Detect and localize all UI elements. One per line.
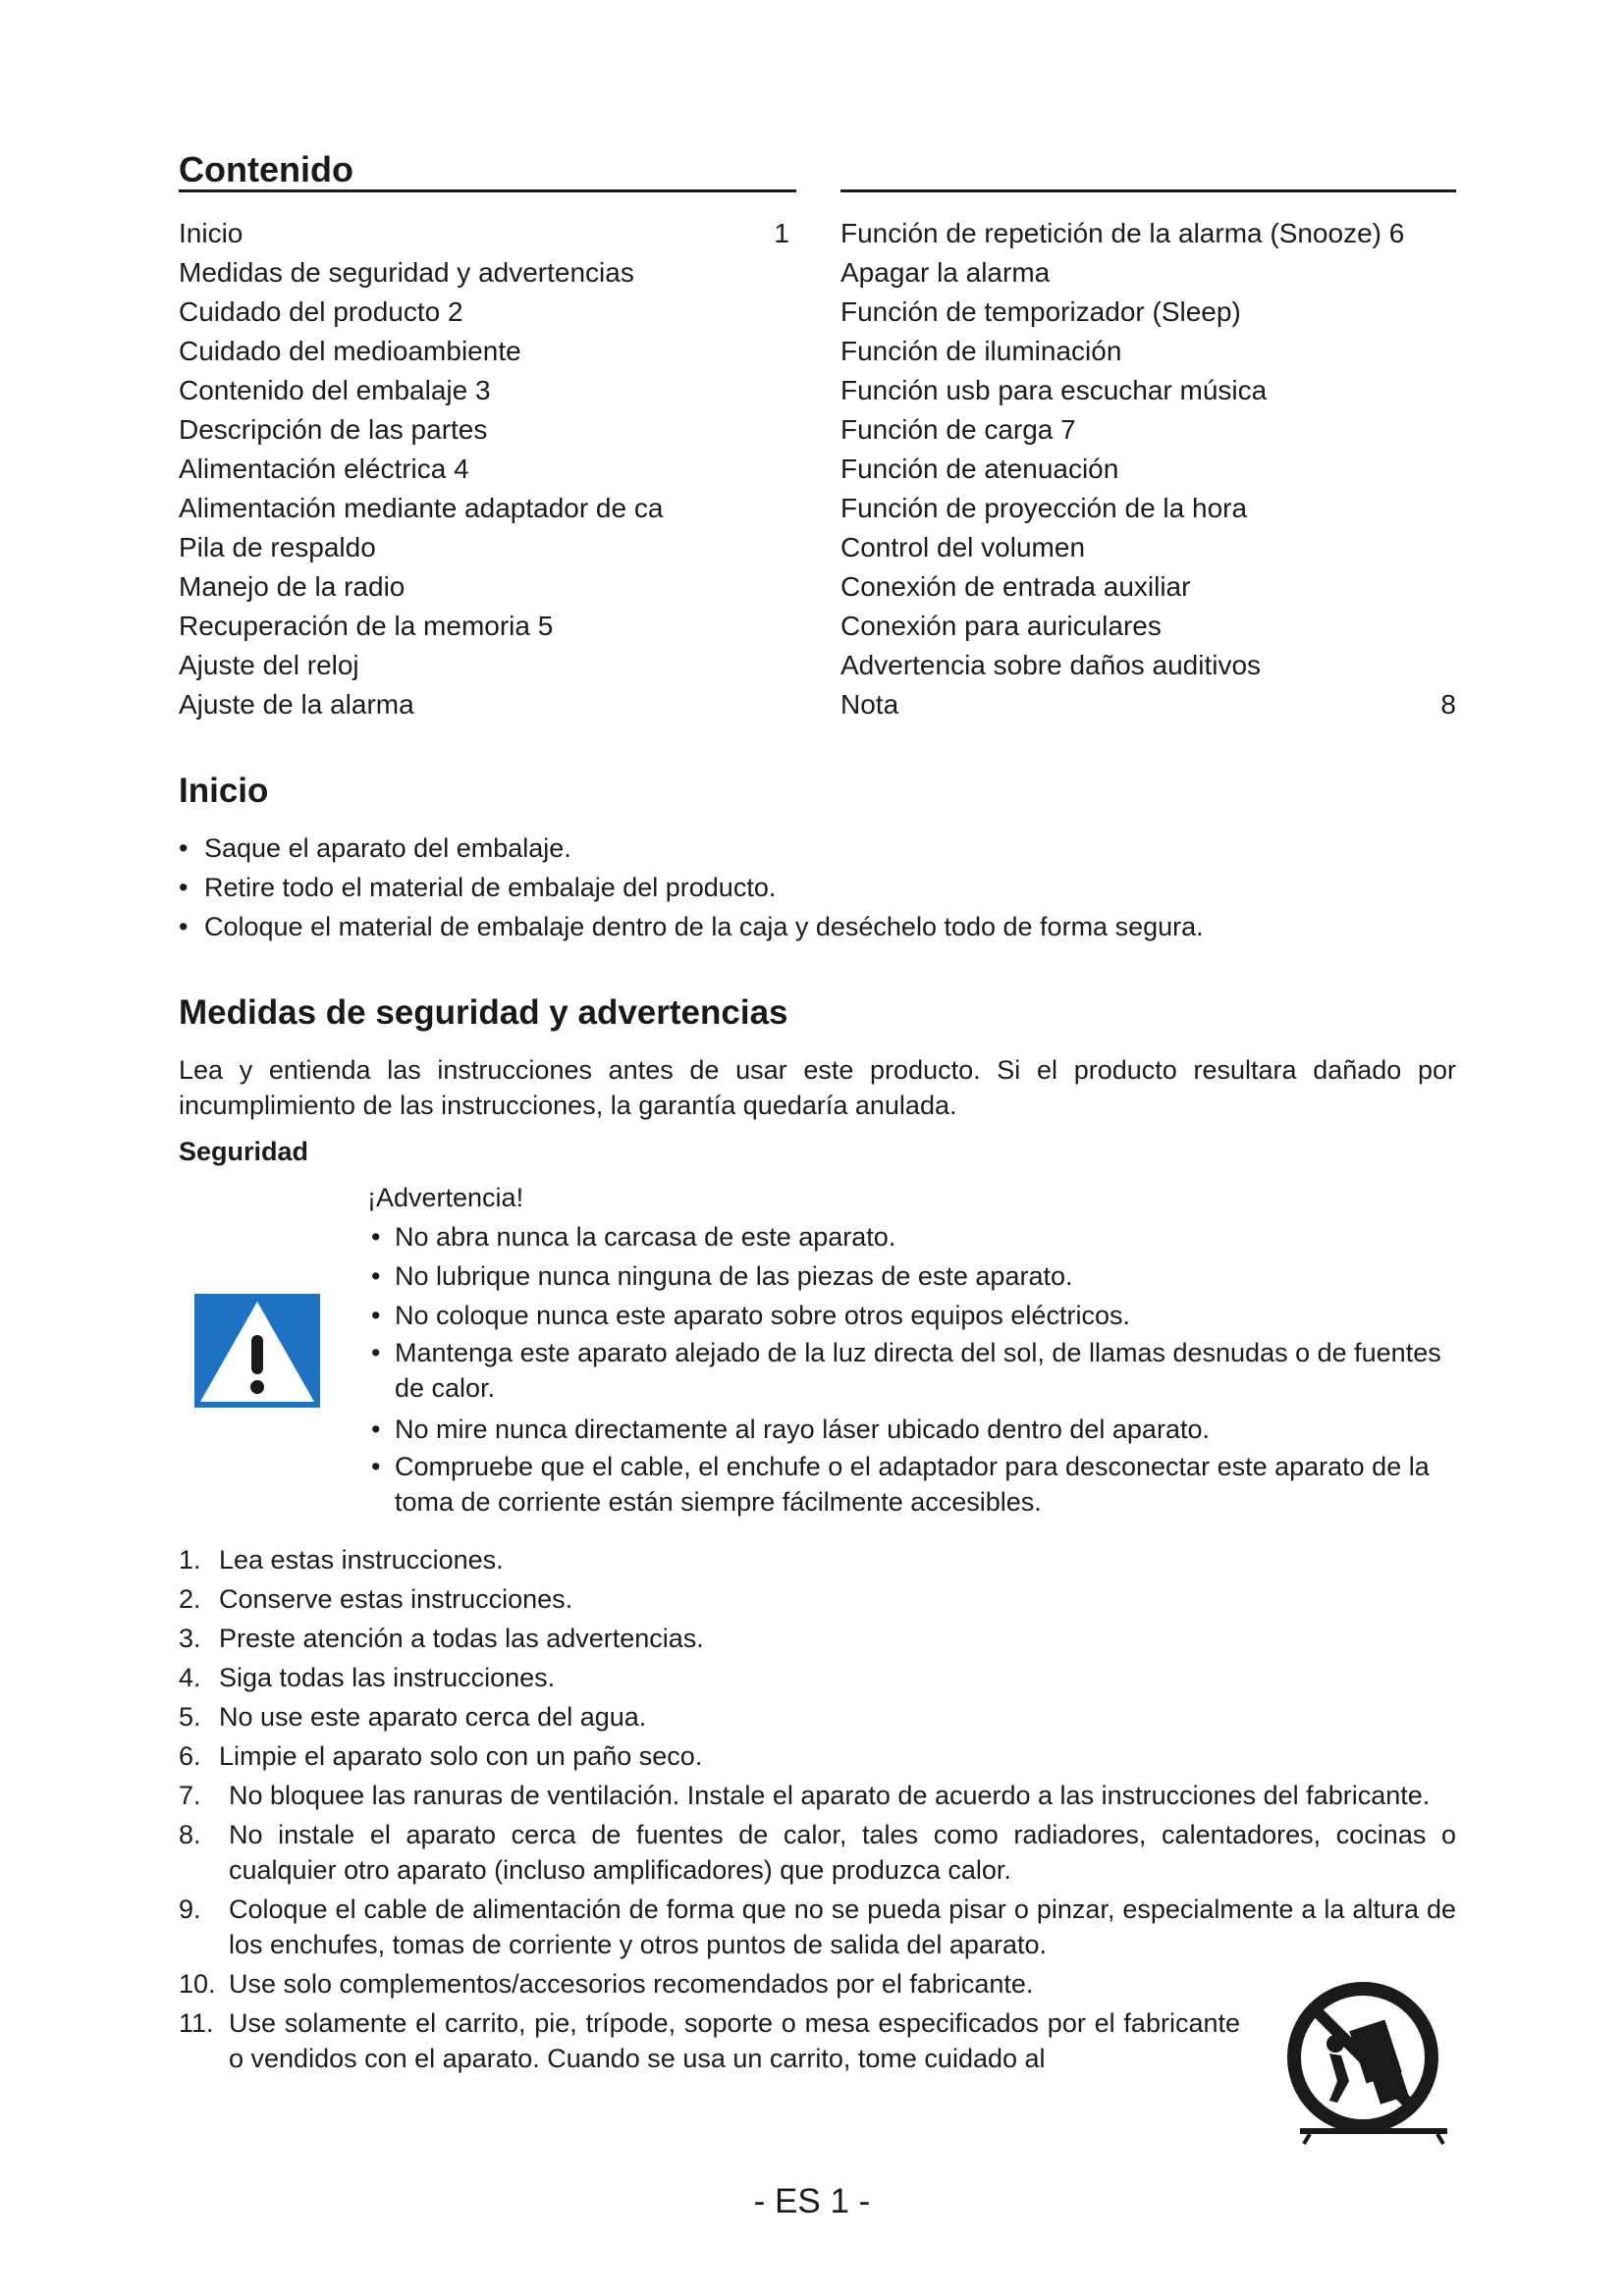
instructions-list (179, 1542, 1456, 2080)
toc-entry: Ajuste del reloj (179, 650, 359, 680)
list-item: • Retire todo el material de embalaje del producto. (179, 868, 1455, 907)
warning-icon (194, 1294, 320, 1408)
toc-entry: Función de iluminación (840, 336, 1122, 366)
toc-entry: Ajuste de la alarma (179, 689, 414, 720)
list-item: • Coloque el material de embalaje dentro de la caja y deséchelo todo de forma segura. (179, 907, 1455, 946)
toc-entry: Pila de respaldo (179, 532, 376, 562)
toc-entry: Descripción de las partes (179, 414, 488, 445)
toc-entry: Conexión de entrada auxiliar (840, 571, 1191, 602)
list-item: 4. Siga todas las instrucciones. (179, 1663, 556, 1692)
warning-block (367, 1178, 1457, 1520)
toc-entry: Función de atenuación (840, 454, 1119, 484)
list-item: 8. No instale el aparato cerca de fuentes de calor, tales como radiadores, calentadores, cocinas o cualquier otro aparato (incluso amplificadores) que produzca calor. (179, 1820, 1456, 1885)
toc-entry: Apagar la alarma (840, 257, 1051, 288)
toc-entry: Nota 8 (840, 689, 1456, 720)
safety-intro: Lea y entienda las instrucciones antes de usar este producto. Si el producto resultara dañado por incumplimiento de las instrucciones, la garantía quedaría anulada. (179, 1055, 1456, 1120)
toc-entry: Función usb para escuchar música (840, 375, 1268, 405)
safety-subtitle: Seguridad (179, 1137, 309, 1166)
toc-rule-left (179, 189, 796, 192)
toc-entry: Cuidado del medioambiente (179, 336, 521, 366)
list-item: • No coloque nunca este aparato sobre otros equipos eléctricos. (367, 1296, 1457, 1335)
toc-title: Contenido (179, 149, 353, 189)
inicio-heading: Inicio (179, 772, 269, 810)
toc-entry: Control del volumen (840, 532, 1086, 562)
toc-entry: Contenido del embalaje 3 (179, 375, 491, 405)
list-item: • No mire nunca directamente al rayo láser ubicado dentro del aparato. (367, 1410, 1457, 1449)
list-item: 3. Preste atención a todas las advertencias. (179, 1624, 704, 1653)
list-item: 7. No bloquee las ranuras de ventilación. Instale el aparato de acuerdo a las instrucciones del fabricante. (179, 1781, 1431, 1810)
list-item: • No abra nunca la carcasa de este aparato. (367, 1217, 1457, 1256)
toc-entry: Recuperación de la memoria 5 (179, 611, 554, 641)
toc-entry: Alimentación mediante adaptador de ca (179, 493, 664, 523)
safety-heading: Medidas de seguridad y advertencias (179, 993, 788, 1032)
page-number: - ES 1 - (753, 2182, 871, 2220)
inicio-bullet-list (179, 828, 1455, 946)
list-item: • No lubrique nunca ninguna de las piezas de este aparato. (367, 1256, 1457, 1296)
toc-entry: Función de proyección de la hora (840, 493, 1248, 523)
toc-entry: Cuidado del producto 2 (179, 296, 463, 327)
toc-entry: Inicio 1 (179, 218, 789, 248)
list-item: 2. Conserve estas instrucciones. (179, 1584, 573, 1614)
list-item: • Mantenga este aparato alejado de la luz directa del sol, de llamas desnudas o de fuentes de calor. (367, 1335, 1457, 1406)
list-item: 11. Use solamente el carrito, pie, trípode, soporte o mesa especificados por el fabricante o vendidos con el aparato. Cuando se usa un carrito, tome cuidado al (179, 2008, 1240, 2073)
list-item: 10. Use solo complementos/accesorios recomendados por el fabricante. (179, 1969, 1034, 1999)
list-item: • Saque el aparato del embalaje. (179, 828, 1455, 868)
list-item: 5. No use este aparato cerca del agua. (179, 1702, 647, 1732)
toc-entry: Manejo de la radio (179, 571, 406, 602)
toc-entry: Función de repetición de la alarma (Snooze) 6 (840, 218, 1405, 248)
toc-entry: Función de temporizador (Sleep) (840, 296, 1241, 327)
warning-title: ¡Advertencia! (367, 1183, 524, 1212)
toc-rule-right (840, 189, 1456, 192)
list-item: 9. Coloque el cable de alimentación de forma que no se pueda pisar o pinzar, especialmente a la altura de los enchufes, tomas de corriente y otros puntos de salida del aparato. (179, 1895, 1456, 1959)
toc-right-column (840, 214, 1456, 724)
toc-entry: Conexión para auriculares (840, 611, 1162, 641)
warning-list (367, 1217, 1457, 1520)
cart-warning-icon (1280, 1973, 1457, 2146)
list-item: • Compruebe que el cable, el enchufe o el adaptador para desconectar este aparato de la toma de corriente están siempre fácilmente accesibles. (367, 1449, 1457, 1520)
toc-entry: Medidas de seguridad y advertencias (179, 257, 634, 288)
list-item: 1. Lea estas instrucciones. (179, 1545, 504, 1575)
toc-entry: Alimentación eléctrica 4 (179, 454, 469, 484)
toc-left-column (179, 214, 789, 724)
toc-entry: Función de carga 7 (840, 414, 1076, 445)
list-item: 6. Limpie el aparato solo con un paño seco. (179, 1741, 703, 1771)
toc-entry: Advertencia sobre daños auditivos (840, 650, 1262, 680)
